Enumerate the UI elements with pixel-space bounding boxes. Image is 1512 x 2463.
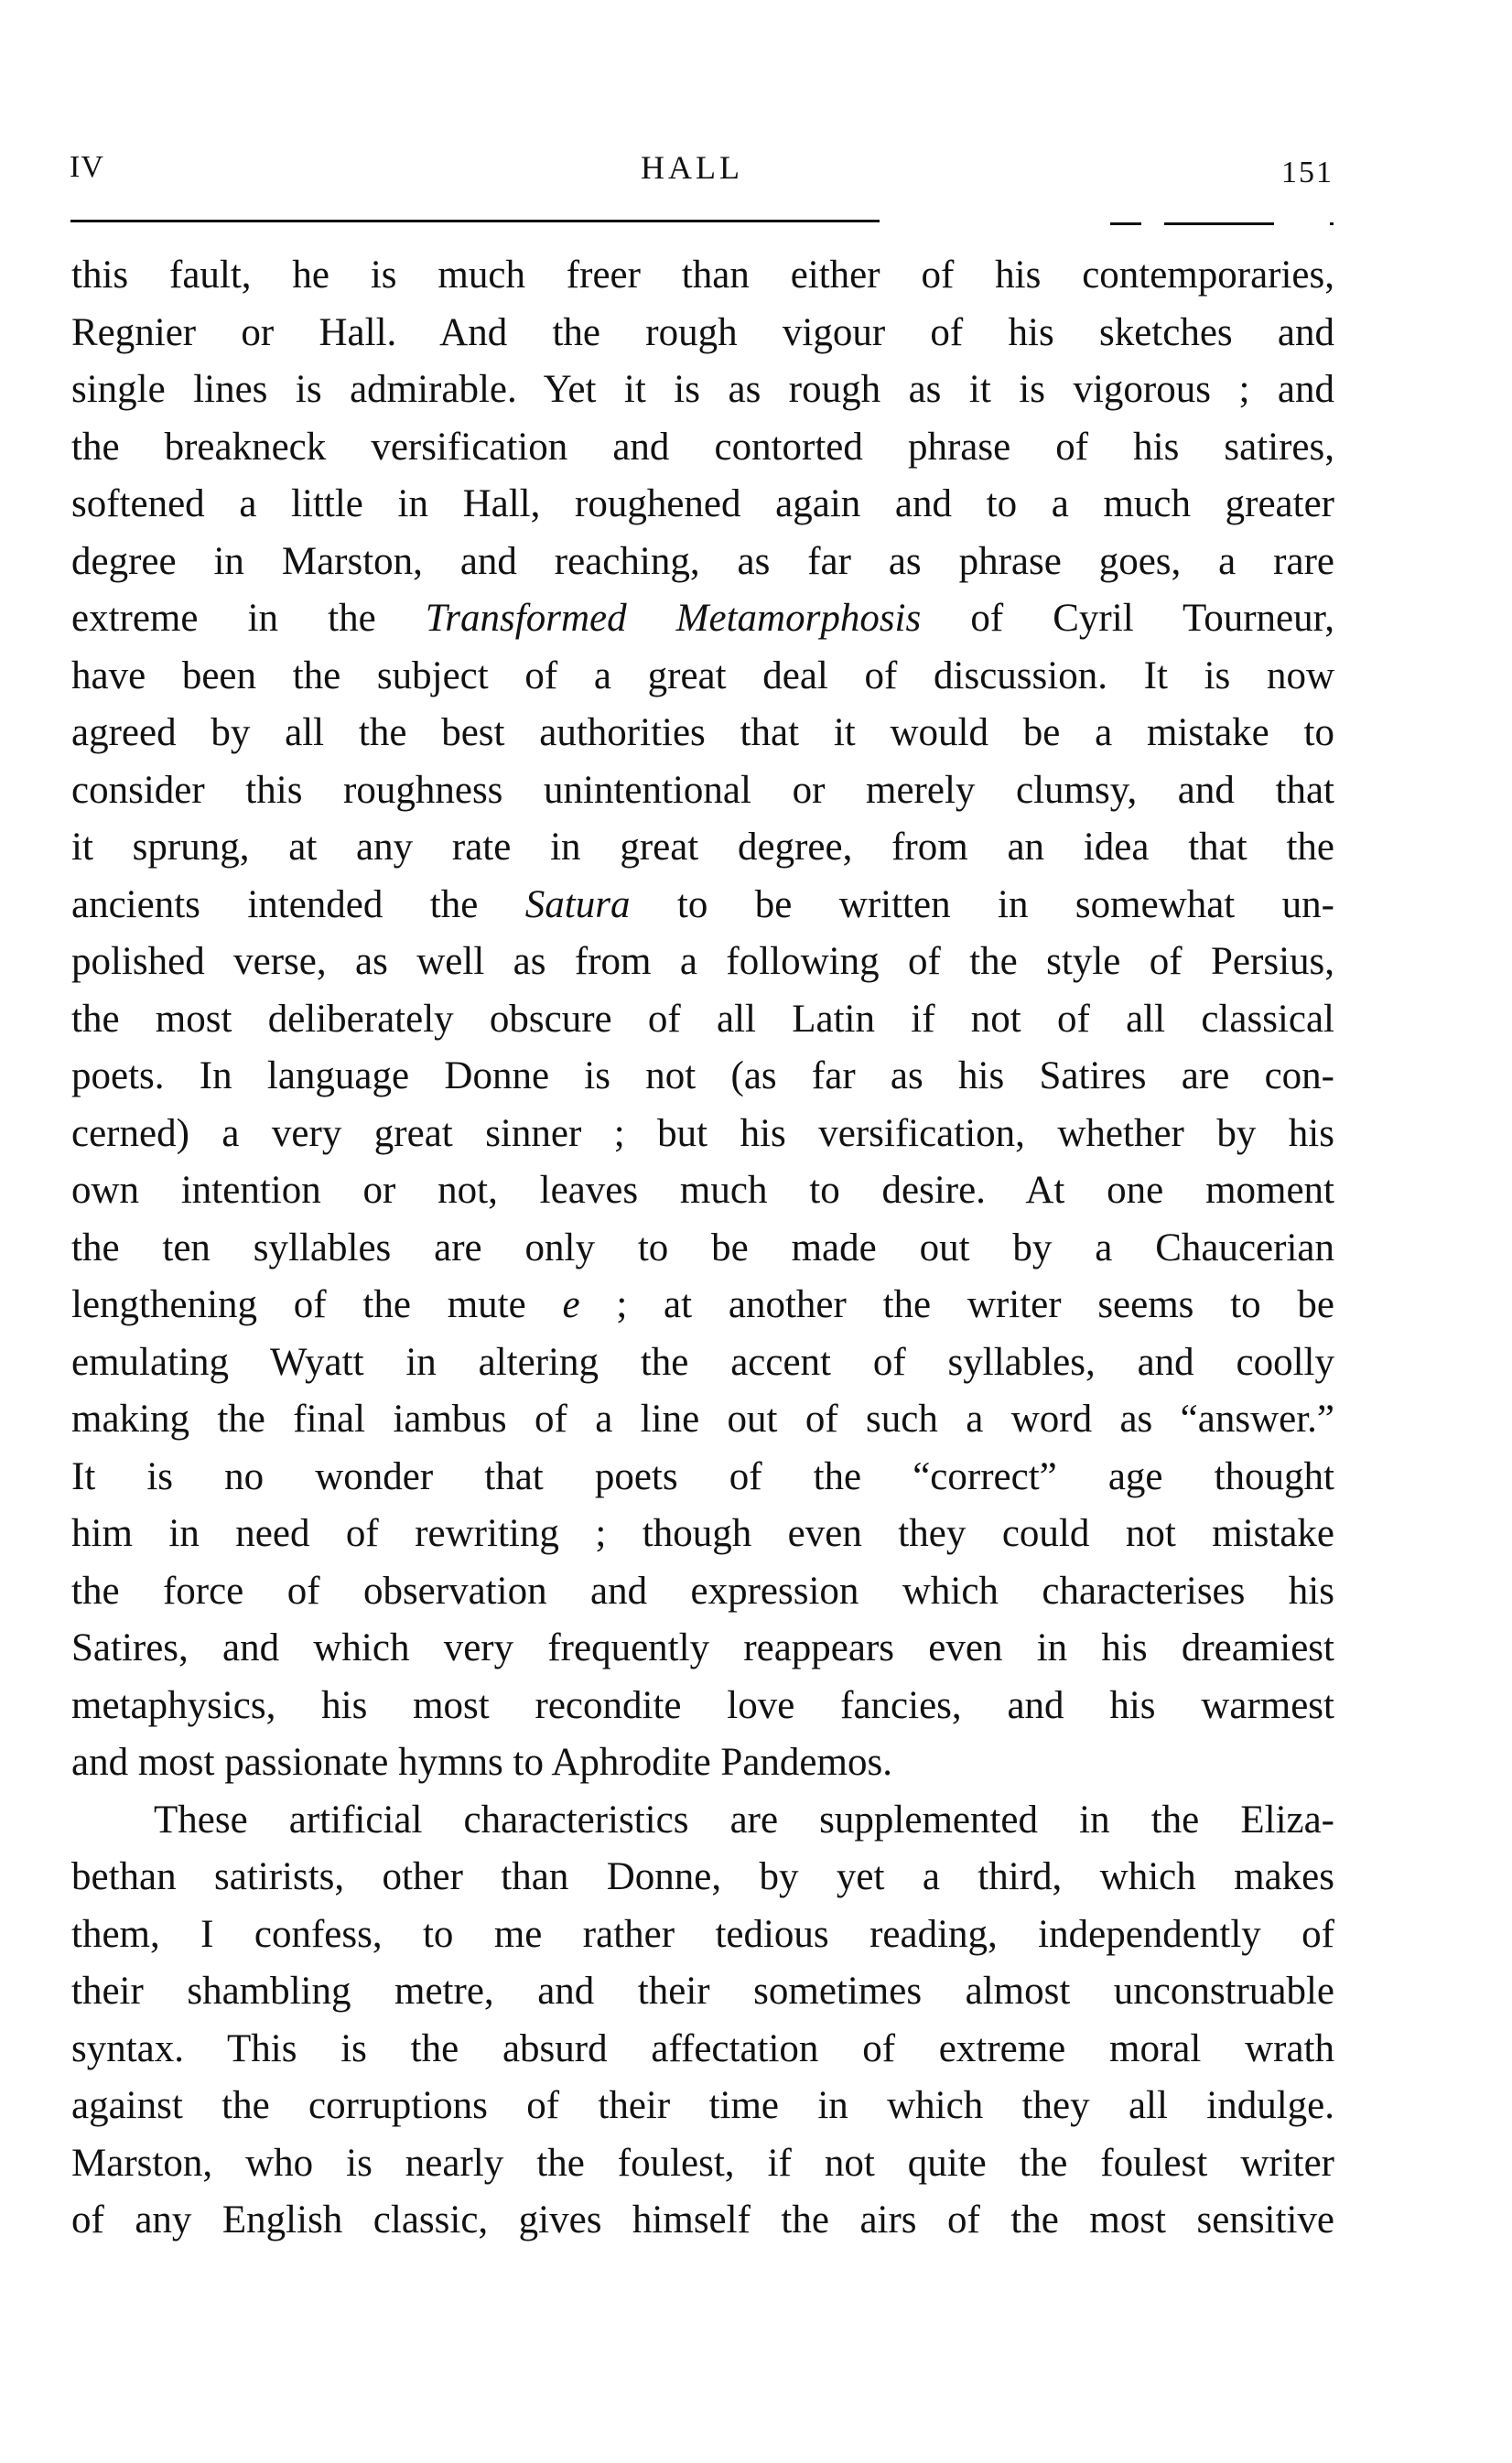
text-line [71,1449,1334,1506]
line-text [71,1506,1334,1562]
text-line [71,705,1334,762]
italic-title: e [562,1283,580,1326]
text-segment: the force of observation and expression which characterises his [71,1569,1334,1613]
line-text [71,762,1334,819]
italic-title: Transformed Metamorphosis [425,597,922,640]
line-text [71,819,1334,876]
text-segment: have been the subject of a great deal of discussion. It is now [71,654,1334,697]
line-text [71,2135,1334,2192]
header-rule-segment [1110,222,1141,225]
text-segment: the ten syllables are only to be made out by a Chaucerian [71,1226,1334,1269]
text-line [71,590,1334,647]
line-text [71,1563,1334,1620]
text-segment: making the final iambus of a line out of such a word as “answer.” [71,1398,1334,1441]
text-segment: them, I confess, to me rather tedious reading, independently of [71,1912,1334,1956]
text-segment: against the corruptions of their time in which they all indulge. [71,2084,1334,2127]
text-segment: bethan satirists, other than Donne, by yet a third, which makes [71,1855,1334,1898]
line-text [71,2192,1334,2249]
text-segment: lengthening of the mute [71,1283,563,1326]
text-segment: Marston, who is nearly the foulest, if not quite the foulest writer [71,2141,1334,2185]
text-line [71,1106,1334,1162]
text-segment: emulating Wyatt in altering the accent of syllables, and coolly [71,1340,1334,1384]
running-head [0,146,1512,201]
header-rule-dot [1330,222,1334,225]
paragraph-first-line [71,1792,1334,1849]
text-segment: polished verse, as well as from a following of the style of Persius, [71,940,1334,983]
line-text [71,1449,1334,1506]
text-line [71,934,1334,990]
line-text [71,1963,1334,2020]
line-text [71,1334,1334,1391]
text-segment: poets. In language Donne is not (as far as his Satires are con- [71,1054,1334,1097]
text-segment: softened a little in Hall, roughened again and to a much greater [71,482,1334,525]
text-line [71,1678,1334,1734]
line-text [71,247,1334,304]
text-line [71,305,1334,362]
text-segment: own intention or not, leaves much to desire. At one moment [71,1169,1334,1212]
chapter-number: IV [70,150,104,184]
line-text [71,419,1334,476]
line-text [71,1106,1334,1162]
line-text [71,991,1334,1048]
text-line [71,247,1334,304]
line-text [154,1792,1334,1849]
text-segment: this fault, he is much freer than either of his contemporaries, [71,254,1334,297]
text-line [71,2078,1334,2134]
text-line [71,1277,1334,1334]
line-text [71,1678,1334,1734]
text-segment: of Cyril Tourneur, [921,597,1334,640]
line-text [71,934,1334,990]
text-line [71,1220,1334,1277]
text-segment: him in need of rewriting ; though even they could not mistake [71,1512,1334,1555]
line-text [71,362,1334,418]
text-line [71,1048,1334,1105]
line-text [71,476,1334,533]
text-segment: These artificial characteristics are supplemented in the Eliza- [154,1798,1334,1842]
text-line [71,534,1334,590]
line-text [71,1277,1334,1334]
text-line [71,2021,1334,2078]
header-rule-segment [1164,222,1274,225]
text-segment: Regnier or Hall. And the rough vigour of his sketches and [71,310,1334,354]
text-line [71,819,1334,876]
text-line [71,1334,1334,1391]
line-text [71,1907,1334,1963]
text-line [71,1734,1334,1791]
line-text [71,534,1334,590]
line-text [71,2021,1334,2078]
text-segment: ancients intended the [71,882,525,926]
text-segment: the most deliberately obscure of all Latin if not of all classical [71,997,1334,1041]
text-segment: It is no wonder that poets of the “correct” age thought [71,1454,1334,1498]
line-text [71,877,1334,934]
text-line [71,1563,1334,1620]
line-text [71,648,1334,705]
text-line [71,1963,1334,2020]
text-line [71,1162,1334,1219]
text-line [71,991,1334,1048]
italic-title: Satura [524,882,631,926]
line-text [71,2078,1334,2134]
text-segment: to be written in somewhat un- [630,882,1334,926]
line-text [71,1048,1334,1105]
text-segment: syntax. This is the absurd affectation of extreme moral wrath [71,2026,1334,2070]
line-text [71,1620,1334,1677]
line-text [71,1849,1334,1906]
text-segment: degree in Marston, and reaching, as far as phrase goes, a rare [71,539,1334,583]
header-rule [70,220,880,222]
text-line [71,362,1334,418]
text-segment: metaphysics, his most recondite love fancies, and his warmest [71,1683,1334,1727]
text-segment: single lines is admirable. Yet it is as rough as it is vigorous ; and [71,368,1334,411]
text-line [71,2192,1334,2249]
line-text [71,1220,1334,1277]
text-segment: extreme in the [71,597,426,640]
line-text [71,705,1334,762]
running-title: HALL [641,149,743,186]
text-line [71,1849,1334,1906]
text-line [71,419,1334,476]
text-segment: agreed by all the best authorities that it would be a mistake to [71,711,1334,754]
text-segment: their shambling metre, and their sometimes almost unconstruable [71,1970,1334,2013]
text-segment: cerned) a very great sinner ; but his versification, whether by his [71,1111,1334,1155]
text-segment: and most passionate hymns to Aphrodite Pandemos. [71,1741,892,1784]
line-text [71,1734,1334,1791]
text-line [71,877,1334,934]
page-number: 151 [1281,156,1334,189]
line-text [71,590,1334,647]
text-line [71,1620,1334,1677]
text-segment: ; at another the writer seems to be [579,1283,1334,1326]
text-line [71,762,1334,819]
line-text [71,305,1334,362]
line-text [71,1162,1334,1219]
text-line [71,1506,1334,1562]
text-segment: Satires, and which very frequently reappears even in his dreamiest [71,1626,1334,1669]
text-line [71,476,1334,533]
text-segment: consider this roughness unintentional or merely clumsy, and that [71,768,1334,812]
text-line [71,648,1334,705]
text-line [71,1907,1334,1963]
text-line [71,2135,1334,2192]
text-segment: of any English classic, gives himself the airs of the most sensitive [71,2198,1334,2242]
text-segment: it sprung, at any rate in great degree, from an idea that the [71,826,1334,869]
line-text [71,1391,1334,1448]
text-segment: the breakneck versification and contorted phrase of his satires, [71,425,1334,469]
text-line [71,1391,1334,1448]
